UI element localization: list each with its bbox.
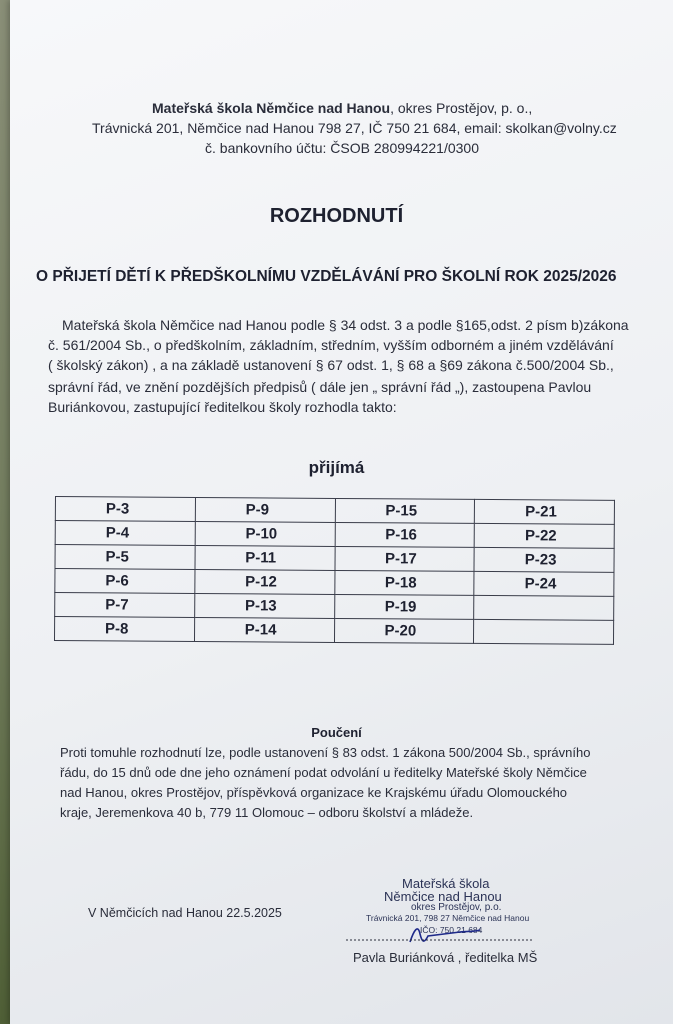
table-cell: P-16 <box>335 522 475 547</box>
stamp-ico: IČO: 750 21 684 <box>420 925 483 935</box>
accepted-children-table <box>54 496 615 645</box>
table-cell: P-17 <box>334 546 474 571</box>
instruction-title: Poučení <box>311 725 362 740</box>
document-title: ROZHODNUTÍ <box>269 205 404 227</box>
stamp-address: Trávnická 201, 798 27 Němčice nad Hanou <box>366 913 530 923</box>
table-cell: P-21 <box>475 499 615 524</box>
instruction-line: Proti tomuhle rozhodnutí lze, podle ustanovení § 83 odst. 1 zákona 500/2004 Sb., správního <box>60 745 591 760</box>
header-bank-account: č. bankovního účtu: ČSOB 280994221/0300 <box>205 140 479 156</box>
stamp-okres: okres Prostějov, p.o. <box>411 902 502 913</box>
signer-name: Pavla Buriánková , ředitelka MŠ <box>353 950 538 965</box>
date-line: V Němčicích nad Hanou 22.5.2025 <box>88 906 282 920</box>
table-cell: P-10 <box>195 521 335 546</box>
table-cell: P-7 <box>55 593 195 618</box>
school-name: Mateřská škola Němčice nad Hanou <box>152 100 391 116</box>
table-cell: P-15 <box>335 498 475 523</box>
table-cell: P-20 <box>334 618 474 643</box>
table-cell: P-23 <box>474 547 614 572</box>
signature-scribble <box>340 920 540 950</box>
table-cell: P-4 <box>55 521 195 546</box>
intro-line: č. 561/2004 Sb., o předškolním, základním, středním, vyšším odborném a jiném vzdělávání <box>48 337 614 353</box>
table-cell <box>474 619 614 644</box>
intro-line: Mateřská škola Němčice nad Hanou podle § 34 odst. 3 a podle §165,odst. 2 písm b)zákona <box>62 317 629 333</box>
table-row <box>54 617 613 645</box>
instruction-line: nad Hanou, okres Prostějov, příspěvková organizace ke Krajskému úřadu Olomouckého <box>60 785 568 800</box>
instruction-line: kraje, Jeremenkova 40 b, 779 11 Olomouc – odboru školství a mládeže. <box>60 805 474 820</box>
intro-line: správní řád, ve znění pozdějších předpisů ( dále jen „ správní řád „), zastoupena Pavlou <box>48 379 592 395</box>
stamp-town: Němčice nad Hanou <box>384 889 502 904</box>
document-subtitle: O PŘIJETÍ DĚTÍ K PŘEDŠKOLNÍMU VZDĚLÁVÁNÍ PRO ŠKOLNÍ ROK 2025/2026 <box>36 268 617 285</box>
table-cell <box>474 595 614 620</box>
table-cell: P-5 <box>55 545 195 570</box>
table-cell: P-9 <box>195 497 335 522</box>
stamp-school: Mateřská škola <box>402 876 490 891</box>
accepted-label: přijímá <box>308 458 365 477</box>
table-cell: P-6 <box>55 569 195 594</box>
table-cell: P-22 <box>474 523 614 548</box>
table-cell: P-19 <box>334 594 474 619</box>
header-line-1 <box>152 100 532 116</box>
header-line-1-rest: , okres Prostějov, p. o., <box>390 100 533 116</box>
table-cell: P-24 <box>474 571 614 596</box>
instruction-line: řádu, do 15 dnů ode dne jeho oznámení podat odvolání u ředitelky Mateřské školy Němčice <box>60 765 587 780</box>
table-cell: P-11 <box>195 545 335 570</box>
table-cell: P-8 <box>54 617 194 642</box>
table-cell: P-12 <box>195 569 335 594</box>
table-cell: P-13 <box>194 593 334 618</box>
header-address: Trávnická 201, Němčice nad Hanou 798 27, IČ 750 21 684, email: skolkan@volny.cz <box>92 120 617 136</box>
table-cell: P-18 <box>334 570 474 595</box>
intro-line: Buriánkovou, zastupující ředitelkou školy rozhodla takto: <box>48 399 397 415</box>
intro-line: ( školský zákon) , a na základě ustanovení § 67 odst. 1, § 68 a §69 zákona č.500/2004 Sb., <box>48 357 614 373</box>
table-cell: P-14 <box>194 617 334 642</box>
table-cell: P-3 <box>55 497 195 522</box>
